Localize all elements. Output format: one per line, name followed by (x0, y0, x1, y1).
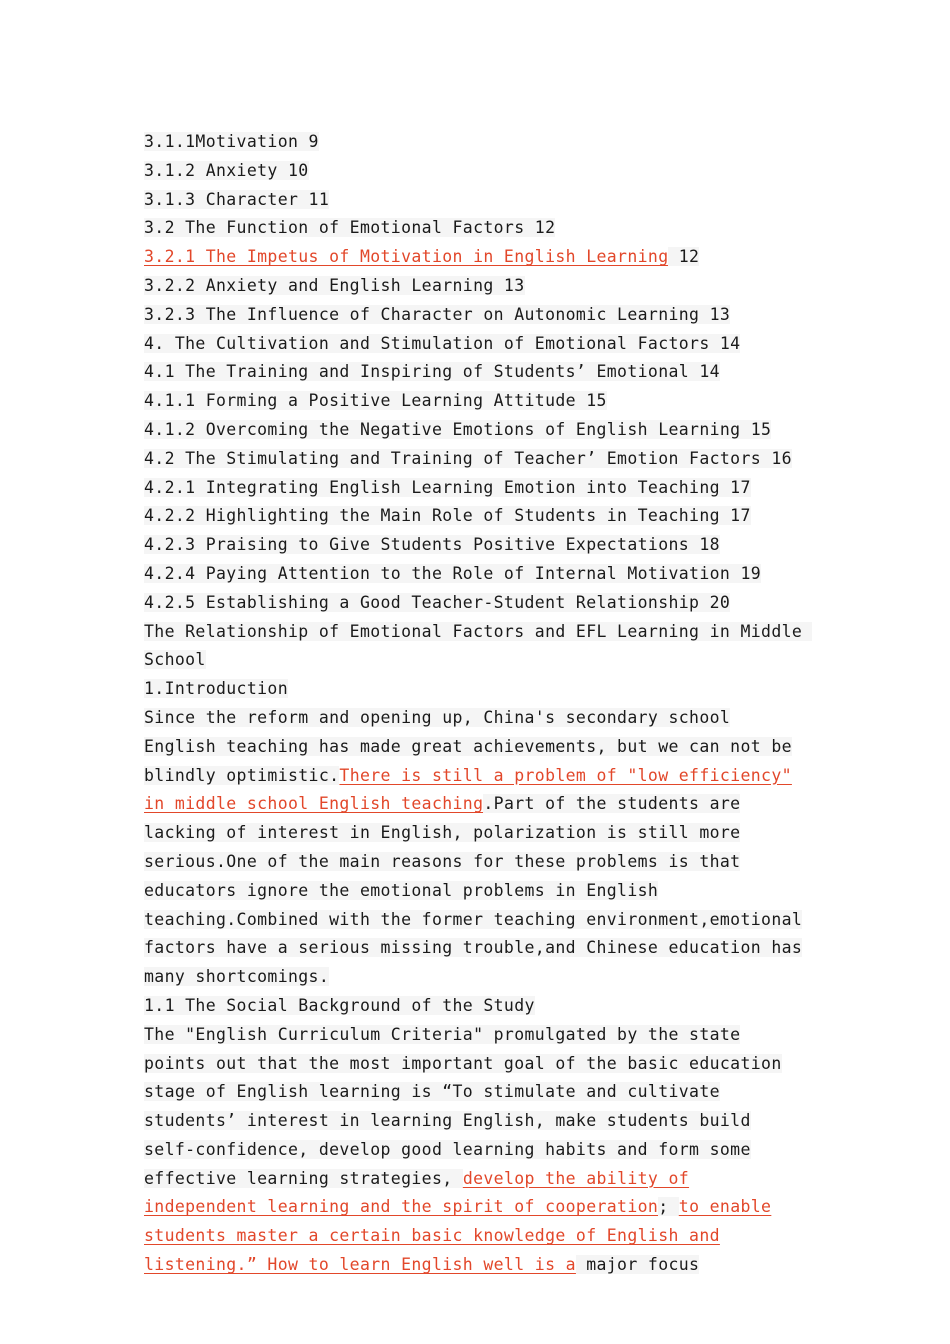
toc-entry (144, 358, 812, 387)
toc-entry-text: 3.2.2 Anxiety and English Learning 13 (144, 275, 525, 295)
toc-entry-text: 4.2.5 Establishing a Good Teacher-Student Relationship 20 (144, 592, 731, 612)
document-title: The Relationship of Emotional Factors and EFL Learning in Middle School (144, 621, 813, 670)
toc-entry (144, 330, 812, 359)
toc-entry (144, 128, 812, 157)
toc-entry (144, 272, 812, 301)
toc-entry (144, 560, 812, 589)
table-of-contents (144, 128, 812, 618)
toc-entry (144, 301, 812, 330)
toc-page-number: 12 (668, 247, 700, 267)
toc-entry (144, 445, 812, 474)
toc-entry-text: 3.2.3 The Influence of Character on Autonomic Learning 13 (144, 304, 731, 324)
intro-paragraph: Since the reform and opening up, China's secondary school English teaching has made great achievements, but we can not be blindly optimistic.There is still a problem of "low efficiency" in middle school English teaching.Part of the students are lacking of interest in English, polarization is still more serious.One of the main reasons for these problems is that educators ignore the emotional problems in English teaching.Combined with the former teaching environment,emotional factors have a serious missing trouble,and Chinese education has many shortcomings. (144, 707, 803, 987)
background-paragraph: The "English Curriculum Criteria" promulgated by the state points out that the most important goal of the basic education stage of English learning is “To stimulate and cultivate students’ interest in learning English, make students build self-confidence, develop good learning habits and form some effective learning strategies, develop the ability of independent learning and the spirit of cooperation; to enable students master a certain basic knowledge of English and listening.” How to learn English well is a major focus (144, 1024, 782, 1275)
toc-entry-text: 4.1.1 Forming a Positive Learning Attitude 15 (144, 391, 607, 411)
toc-entry (144, 502, 812, 531)
toc-entry[interactable] (144, 243, 812, 272)
toc-entry-text: 4.2 The Stimulating and Training of Teacher’ Emotion Factors 16 (144, 448, 792, 468)
toc-entry-text: 3.1.1Motivation 9 (144, 132, 319, 151)
toc-entry-text: 4.1 The Training and Inspiring of Students’ Emotional 14 (144, 362, 720, 382)
toc-entry-text: 4. The Cultivation and Stimulation of Emotional Factors 14 (144, 333, 741, 353)
toc-entry-text: 4.2.4 Paying Attention to the Role of Internal Motivation 19 (144, 563, 762, 583)
background-link-1[interactable]: develop the ability of independent learning and the spirit of cooperation (144, 1168, 690, 1217)
section-heading: 1.1 The Social Background of the Study (144, 995, 535, 1015)
toc-entry (144, 157, 812, 186)
toc-entry-text: 3.2 The Function of Emotional Factors 12 (144, 218, 556, 238)
intro-link[interactable]: There is still a problem of "low efficiency" in middle school English teaching (144, 765, 792, 814)
toc-link[interactable]: 3.2.1 The Impetus of Motivation in English Learning (144, 247, 669, 267)
toc-entry-text: 4.2.3 Praising to Give Students Positive Expectations 18 (144, 535, 720, 555)
intro-heading: 1.Introduction (144, 679, 288, 699)
toc-entry-text: 4.2.2 Highlighting the Main Role of Students in Teaching 17 (144, 506, 751, 526)
toc-entry-text: 3.1.2 Anxiety 10 (144, 160, 309, 180)
toc-entry (144, 387, 812, 416)
toc-entry (144, 589, 812, 618)
toc-entry (144, 416, 812, 445)
toc-entry-text: 3.1.3 Character 11 (144, 189, 330, 209)
toc-entry (144, 214, 812, 243)
background-link-2[interactable]: to enable students master a certain basic knowledge of English and listening.” How to learn English well is a (144, 1197, 772, 1275)
toc-entry (144, 186, 812, 215)
toc-entry (144, 474, 812, 503)
toc-entry-text: 4.2.1 Integrating English Learning Emotion into Teaching 17 (144, 477, 751, 497)
toc-entry-text: 4.1.2 Overcoming the Negative Emotions of English Learning 15 (144, 419, 772, 439)
document-content (144, 128, 812, 1280)
toc-entry (144, 531, 812, 560)
